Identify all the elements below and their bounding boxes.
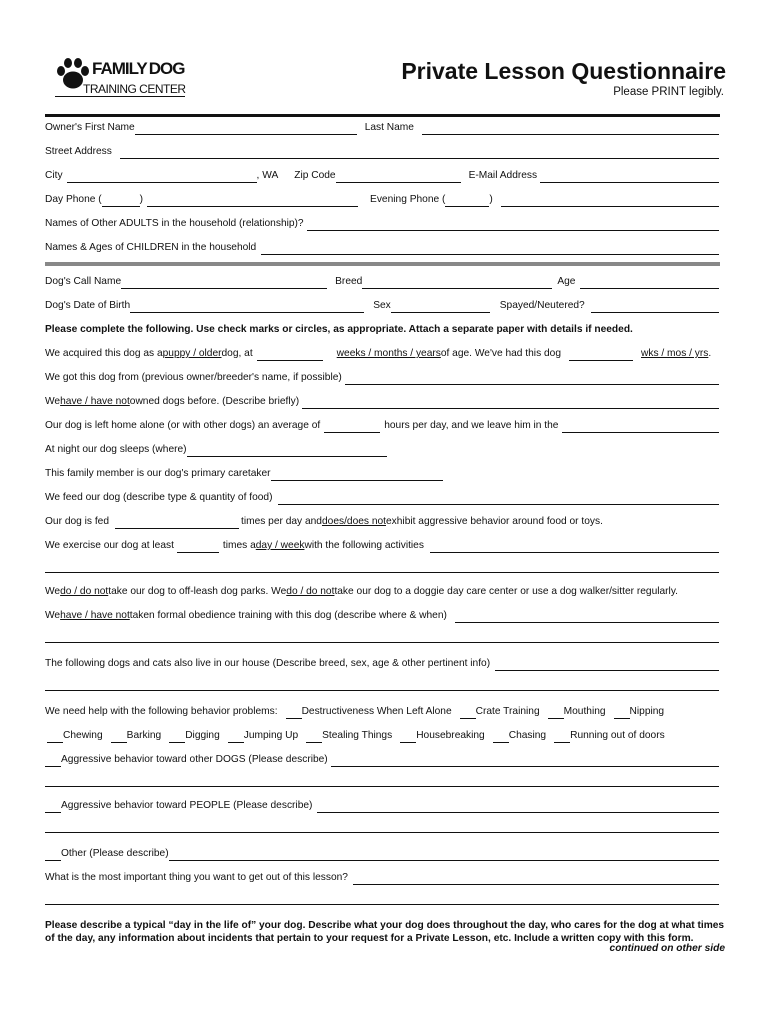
problem-running-out: Running out of doors bbox=[570, 730, 665, 741]
dob-field[interactable] bbox=[130, 301, 364, 313]
feed-label: We feed our dog (describe type & quantity of food) bbox=[45, 492, 273, 503]
caretaker-row bbox=[45, 466, 719, 481]
acquired-age-field[interactable] bbox=[257, 349, 323, 361]
problem-nipping: Nipping bbox=[629, 706, 665, 717]
fed-text-a: Our dog is fed bbox=[45, 516, 109, 527]
jumping-up-check[interactable] bbox=[228, 731, 244, 743]
day-phone-area-field[interactable] bbox=[102, 195, 140, 207]
owned-choice[interactable]: have / have not bbox=[60, 396, 130, 407]
city-field[interactable] bbox=[67, 171, 257, 183]
important-row bbox=[45, 870, 719, 885]
other-pets-field[interactable] bbox=[495, 659, 719, 671]
running-out-check[interactable] bbox=[554, 731, 570, 743]
aggr-dogs-check[interactable] bbox=[45, 755, 61, 767]
sleeps-field[interactable] bbox=[187, 445, 387, 457]
acquired-text-g: . bbox=[708, 348, 712, 359]
instructions-row bbox=[45, 322, 719, 337]
problem-jumping-up: Jumping Up bbox=[243, 730, 299, 741]
aggr-people-label: Aggressive behavior toward PEOPLE (Please describe) bbox=[61, 800, 313, 811]
owned-text-a: We bbox=[45, 396, 61, 407]
training-extra-line[interactable] bbox=[45, 642, 719, 643]
problem-chasing: Chasing bbox=[508, 730, 547, 741]
phone-row bbox=[45, 192, 719, 207]
first-name-field[interactable] bbox=[135, 123, 357, 135]
left-alone-row bbox=[45, 418, 719, 433]
left-alone-text-a: Our dog is left home alone (or with other dogs) an average of bbox=[45, 420, 321, 431]
training-row bbox=[45, 608, 719, 623]
age-label: Age bbox=[557, 276, 576, 287]
feed-row bbox=[45, 490, 719, 505]
mouthing-check[interactable] bbox=[548, 707, 564, 719]
email-label: E-Mail Address bbox=[468, 170, 538, 181]
evening-phone-field[interactable] bbox=[501, 195, 719, 207]
adults-field[interactable] bbox=[307, 219, 719, 231]
training-field[interactable] bbox=[455, 611, 719, 623]
aggr-people-check[interactable] bbox=[45, 801, 61, 813]
had-dog-field[interactable] bbox=[569, 349, 633, 361]
parks-text-c: take our dog to off-leash dog parks. We bbox=[108, 586, 287, 597]
street-label: Street Address bbox=[45, 146, 112, 157]
help-intro: We need help with the following behavior problems: bbox=[45, 706, 278, 717]
problem-digging: Digging bbox=[185, 730, 220, 741]
logo-subtitle: TRAINING CENTER bbox=[83, 82, 186, 96]
street-field[interactable] bbox=[120, 147, 719, 159]
chasing-check[interactable] bbox=[493, 731, 509, 743]
aggr-people-extra-line[interactable] bbox=[45, 832, 719, 833]
children-field[interactable] bbox=[261, 243, 719, 255]
children-row bbox=[45, 240, 719, 255]
continued-note: continued on other side bbox=[609, 943, 725, 954]
day-phone-label: Day Phone ( bbox=[45, 194, 102, 205]
page-subtitle: Please PRINT legibly. bbox=[613, 86, 724, 98]
feed-field[interactable] bbox=[278, 493, 719, 505]
breed-field[interactable] bbox=[362, 277, 552, 289]
logo-wordmark bbox=[92, 60, 185, 77]
sleeps-row bbox=[45, 442, 719, 457]
parks-text-e: take our dog to a doggie day care center or use a dog walker/sitter regularly. bbox=[334, 586, 678, 597]
day-week-choice[interactable]: day / week bbox=[255, 540, 305, 551]
acquired-text-c: dog, at bbox=[221, 348, 253, 359]
evening-phone-close: ) bbox=[489, 194, 493, 205]
exercise-times-field[interactable] bbox=[177, 541, 219, 553]
stealing-check[interactable] bbox=[306, 731, 322, 743]
aggressive-food-choice[interactable]: does/does not bbox=[321, 516, 386, 527]
caretaker-label: This family member is our dog's primary caretaker bbox=[45, 468, 271, 479]
times-fed-field[interactable] bbox=[115, 517, 239, 529]
problem-mouthing: Mouthing bbox=[563, 706, 606, 717]
fed-text-b: times per day and bbox=[241, 516, 322, 527]
owned-text-c: owned dogs before. (Describe briefly) bbox=[129, 396, 300, 407]
other-pets-row bbox=[45, 656, 719, 671]
exercise-row bbox=[45, 538, 719, 553]
owned-before-row bbox=[45, 394, 719, 409]
barking-check[interactable] bbox=[111, 731, 127, 743]
other-pets-extra-line[interactable] bbox=[45, 690, 719, 691]
problems-row-2 bbox=[45, 728, 719, 743]
state-label: , WA bbox=[256, 170, 279, 181]
chewing-check[interactable] bbox=[47, 731, 63, 743]
city-label: City bbox=[45, 170, 63, 181]
fed-text-d: exhibit aggressive behavior around food or toys. bbox=[386, 516, 603, 527]
problem-housebreaking: Housebreaking bbox=[416, 730, 485, 741]
parks-row bbox=[45, 584, 719, 599]
city-row bbox=[45, 168, 719, 183]
got-from-label: We got this dog from (previous owner/breeder's name, if possible) bbox=[45, 372, 342, 383]
spayed-label: Spayed/Neutered? bbox=[499, 300, 585, 311]
logo-underline bbox=[55, 96, 185, 97]
exercise-extra-line[interactable] bbox=[45, 572, 719, 573]
training-choice[interactable]: have / have not bbox=[60, 610, 130, 621]
parks-text-a: We bbox=[45, 586, 61, 597]
aggr-dogs-row bbox=[45, 752, 719, 767]
problem-stealing: Stealing Things bbox=[322, 730, 393, 741]
aggr-people-row bbox=[45, 798, 719, 813]
evening-phone-area-field[interactable] bbox=[445, 195, 489, 207]
important-extra-line[interactable] bbox=[45, 904, 719, 905]
nipping-check[interactable] bbox=[614, 707, 630, 719]
aggr-dogs-label: Aggressive behavior toward other DOGS (Please describe) bbox=[61, 754, 328, 765]
exercise-activities-field[interactable] bbox=[430, 541, 719, 553]
dog-park-choice[interactable]: do / do not bbox=[60, 586, 109, 597]
adults-row bbox=[45, 216, 719, 231]
dog-dob-row bbox=[45, 298, 719, 313]
other-label: Other (Please describe) bbox=[61, 848, 169, 859]
had-unit-choice[interactable]: wks / mos / yrs bbox=[641, 348, 709, 359]
dog-call-name-field[interactable] bbox=[121, 277, 327, 289]
training-text-a: We bbox=[45, 610, 61, 621]
daycare-choice[interactable]: do / do not bbox=[286, 586, 335, 597]
dog-call-name-label: Dog's Call Name bbox=[45, 276, 122, 287]
age-unit-choice[interactable]: weeks / months / years bbox=[336, 348, 441, 359]
caretaker-field[interactable] bbox=[271, 469, 443, 481]
page-title: Private Lesson Questionnaire bbox=[401, 58, 726, 84]
got-from-field[interactable] bbox=[345, 373, 719, 385]
logo-dog: DOG bbox=[148, 59, 185, 78]
important-label: What is the most important thing you want to get out of this lesson? bbox=[45, 872, 348, 883]
aggr-people-field[interactable] bbox=[317, 801, 719, 813]
acquired-text-e: of age. We've had this dog bbox=[440, 348, 561, 359]
owner-name-row bbox=[45, 120, 719, 135]
section-divider bbox=[45, 262, 720, 266]
other-field[interactable] bbox=[169, 849, 719, 861]
spayed-field[interactable] bbox=[591, 301, 719, 313]
acquired-row bbox=[45, 346, 719, 361]
problem-barking: Barking bbox=[126, 730, 162, 741]
street-row bbox=[45, 144, 719, 159]
other-row bbox=[45, 846, 719, 861]
housebreaking-check[interactable] bbox=[400, 731, 416, 743]
instructions-text: Please complete the following. Use check marks or circles, as appropriate. Attach a separate paper with details if needed. bbox=[45, 324, 633, 335]
problem-crate-training: Crate Training bbox=[475, 706, 540, 717]
sex-label: Sex bbox=[373, 300, 391, 311]
day-phone-field[interactable] bbox=[147, 195, 358, 207]
day-phone-close: ) bbox=[139, 194, 144, 205]
last-name-label: Last Name bbox=[364, 122, 414, 133]
email-field[interactable] bbox=[540, 171, 719, 183]
digging-check[interactable] bbox=[169, 731, 185, 743]
other-pets-label: The following dogs and cats also live in our house (Describe breed, sex, age & other pertinent info) bbox=[45, 658, 491, 669]
exercise-text-d: with the following activities bbox=[304, 540, 424, 551]
aggr-dogs-extra-line[interactable] bbox=[45, 786, 719, 787]
sex-field[interactable] bbox=[391, 301, 490, 313]
dog-name-row bbox=[45, 274, 719, 289]
zip-label: Zip Code bbox=[294, 170, 336, 181]
acquired-text-a: We acquired this dog as a bbox=[45, 348, 163, 359]
breed-label: Breed bbox=[335, 276, 363, 287]
owned-before-field[interactable] bbox=[302, 397, 719, 409]
left-in-field[interactable] bbox=[562, 421, 719, 433]
crate-training-check[interactable] bbox=[460, 707, 476, 719]
header-divider bbox=[45, 114, 720, 117]
last-name-field[interactable] bbox=[422, 123, 719, 135]
got-from-row bbox=[45, 370, 719, 385]
left-alone-text-b: hours per day, and we leave him in the bbox=[384, 420, 559, 431]
dob-label: Dog's Date of Birth bbox=[45, 300, 131, 311]
evening-phone-label: Evening Phone ( bbox=[370, 194, 446, 205]
puppy-older-choice[interactable]: puppy / older bbox=[162, 348, 222, 359]
first-name-label: Owner's First Name bbox=[45, 122, 135, 133]
exercise-text-a: We exercise our dog at least bbox=[45, 540, 174, 551]
training-text-c: taken formal obedience training with this dog (describe where & when) bbox=[129, 610, 447, 621]
sleeps-label: At night our dog sleeps (where) bbox=[45, 444, 187, 455]
age-field[interactable] bbox=[580, 277, 719, 289]
zip-field[interactable] bbox=[336, 171, 461, 183]
adults-label: Names of Other ADULTS in the household (relationship)? bbox=[45, 218, 304, 229]
exercise-text-b: times a bbox=[222, 540, 256, 551]
destructiveness-check[interactable] bbox=[286, 707, 302, 719]
children-label: Names & Ages of CHILDREN in the household bbox=[45, 242, 257, 253]
other-check[interactable] bbox=[45, 849, 61, 861]
problem-destructiveness: Destructiveness When Left Alone bbox=[301, 706, 452, 717]
closing-paragraph: Please describe a typical “day in the life of” your dog. Describe what your dog does throughout the day, who cares for the dog at what times of the day, any information about incidents that pertain to your request for a Private Lesson, etc. Include a written copy with this form. bbox=[45, 920, 725, 944]
problem-chewing: Chewing bbox=[63, 730, 103, 741]
hours-alone-field[interactable] bbox=[324, 421, 380, 433]
problems-row-1 bbox=[45, 704, 719, 719]
fed-row bbox=[45, 514, 719, 529]
important-field[interactable] bbox=[353, 873, 719, 885]
aggr-dogs-field[interactable] bbox=[331, 755, 719, 767]
logo-family: FAMILY bbox=[92, 59, 147, 78]
